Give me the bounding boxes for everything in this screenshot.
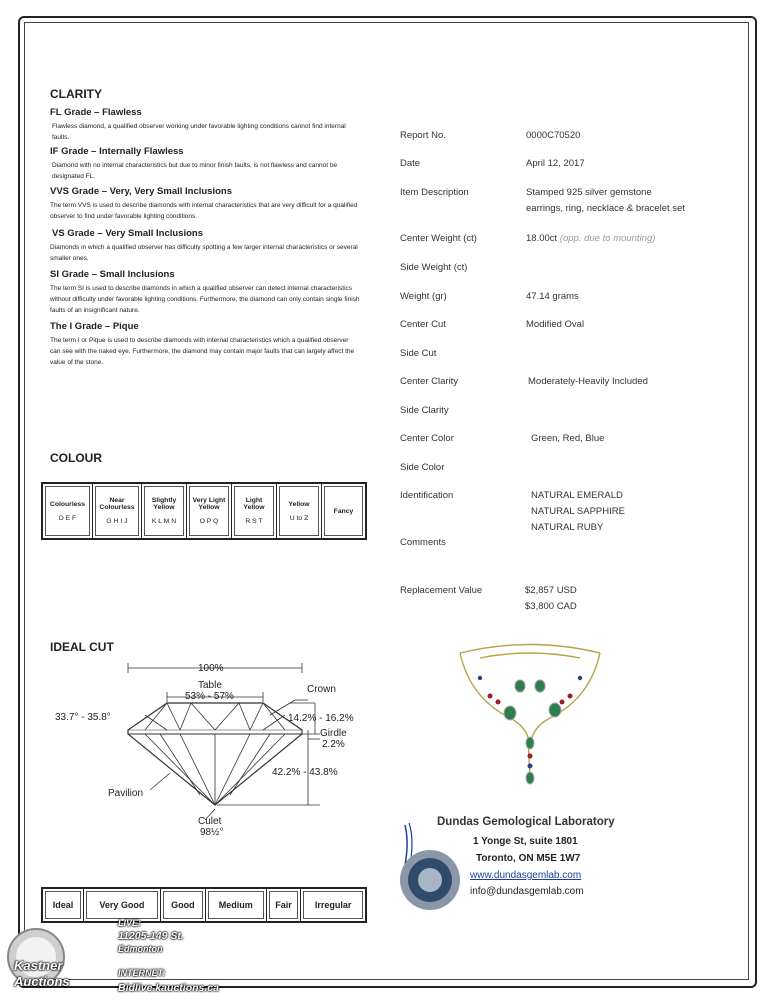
side-cut-label: Side Cut: [400, 348, 437, 359]
lab-address-1: 1 Yonge St, suite 1801: [473, 836, 578, 847]
pavilion-label: Pavilion: [108, 788, 144, 799]
kastner-logo-text: Kastner Auctions: [14, 958, 70, 989]
culet-label: Culet: [198, 816, 222, 827]
date-value: April 12, 2017: [526, 158, 585, 169]
center-weight-note: (opp. due to mounting): [559, 233, 656, 244]
colour-heading: COLOUR: [50, 451, 102, 465]
center-weight-label: Center Weight (ct): [400, 233, 477, 244]
grade-i-title: The I Grade – Pique: [50, 321, 139, 332]
clarity-heading: CLARITY: [50, 87, 102, 101]
colour-scale-table: [41, 482, 367, 540]
jewelry-set-photo: [450, 638, 610, 793]
lab-website-link[interactable]: www.dundasgemlab.com: [470, 870, 582, 881]
table-label: Table: [198, 680, 222, 691]
grade-vvs-desc: The term VVS is used to describe diamonds with internal characteristics that are very difficult for a qualified observer to find under favorable lighting conditions.: [50, 202, 358, 220]
center-color-value: Green, Red, Blue: [531, 433, 605, 444]
colour-col-very-light-yellow: Very Light Yellow O P Q: [187, 483, 232, 539]
pavilion-depth-label: 42.2% - 43.8%: [272, 767, 338, 778]
cut-grade-medium: Medium: [205, 888, 266, 922]
colour-col-fancy: Fancy: [322, 483, 367, 539]
colour-col-light-yellow: Light Yellow R S T: [232, 483, 277, 539]
cut-grade-good: Good: [160, 888, 205, 922]
identification-label: Identification: [400, 490, 454, 501]
lab-address-2: Toronto, ON M5E 1W7: [476, 853, 581, 864]
colour-col-colourless: Colourless D E F: [42, 483, 93, 539]
grade-si-title: SI Grade – Small Inclusions: [50, 269, 175, 280]
side-color-label: Side Color: [400, 462, 445, 473]
grade-fl-desc: Flawless diamond, a qualified observer working under favorable lighting conditions cannot find internal faults.: [52, 123, 346, 141]
grade-if-desc: Diamond with no internal characteristics but due to minor finish faults, is not flawless and cannot be designated FL.: [52, 162, 338, 180]
girdle-label: Girdle: [320, 728, 347, 739]
side-clarity-label: Side Clarity: [400, 405, 449, 416]
cut-grade-irregular: Irregular: [301, 888, 366, 922]
ideal-cut-heading: IDEAL CUT: [50, 640, 114, 654]
lab-name: Dundas Gemological Laboratory: [437, 816, 615, 828]
watermark-site: Bidlive.kauctions.ca: [118, 982, 219, 994]
cut-grade-table: [41, 887, 367, 923]
weight-gr-label: Weight (gr): [400, 291, 447, 302]
center-color-label: Center Color: [400, 433, 454, 444]
identification-value-3: NATURAL RUBY: [531, 522, 604, 533]
center-cut-value: Modified Oval: [526, 319, 585, 330]
item-description-value-line2: earrings, ring, necklace & bracelet set: [526, 203, 685, 214]
report-no-value: 0000C70520: [526, 130, 581, 141]
colour-col-slightly-yellow: Slightly Yellow K L M N: [142, 483, 187, 539]
item-description-value: Stamped 925 silver gemstone: [526, 187, 652, 198]
grade-vs-desc: Diamonds in which a qualified observer has difficulty spotting a few larger internal characteristics or several smaller ones.: [50, 244, 358, 262]
cut-grade-fair: Fair: [266, 888, 301, 922]
center-clarity-value: Moderately-Heavily Included: [528, 376, 648, 387]
grade-if-title: IF Grade – Internally Flawless: [50, 146, 184, 157]
item-description-label: Item Description: [400, 187, 469, 198]
grade-vvs-title: VVS Grade – Very, Very Small Inclusions: [50, 186, 232, 197]
identification-value-2: NATURAL SAPPHIRE: [531, 506, 625, 517]
lab-seal-hologram: [395, 815, 465, 915]
lab-email: info@dundasgemlab.com: [470, 886, 584, 897]
side-weight-label: Side Weight (ct): [400, 262, 468, 273]
center-clarity-label: Center Clarity: [400, 376, 459, 387]
grade-i-desc: The term I or Pique is used to describe diamonds with internal characteristics which a qualified observer can see with the naked eye. Furthermore, the diamond may contain major faults that can largely affect the value of the stone.: [50, 337, 355, 366]
crown-height-label: 14.2% - 16.2%: [288, 713, 354, 724]
grade-vs-title: VS Grade – Very Small Inclusions: [52, 228, 204, 239]
grade-fl-title: FL Grade – Flawless: [50, 107, 142, 118]
report-no-label: Report No.: [400, 130, 446, 141]
watermark-city: Edmonton: [118, 944, 163, 954]
identification-value-1: NATURAL EMERALD: [531, 490, 623, 501]
watermark-internet-label: INTERNET:: [118, 968, 166, 978]
grade-si-desc: The term SI is used to describe diamonds in which a qualified observer can detect internal characteristics without difficulty under favorable lighting conditions. Furthermore, the diamond can only contain single finish faults of an insignificant nature.: [50, 285, 360, 314]
crown-angle-label: 33.7° - 35.8°: [55, 712, 111, 723]
culet-value-label: 98½°: [200, 827, 224, 838]
center-cut-label: Center Cut: [400, 319, 446, 330]
date-label: Date: [400, 158, 421, 169]
total-width-label: 100%: [198, 663, 224, 674]
crown-label: Crown: [307, 684, 336, 695]
replacement-value-cad: $3,800 CAD: [525, 601, 577, 612]
cut-grade-ideal: Ideal: [42, 888, 83, 922]
replacement-value-label: Replacement Value: [400, 585, 483, 596]
colour-col-near-colourless: Near Colourless G H I J: [93, 483, 142, 539]
cut-grade-very-good: Very Good: [83, 888, 160, 922]
table-range-label: 53% - 57%: [185, 691, 234, 702]
girdle-pct-label: 2.2%: [322, 739, 345, 750]
watermark-live-label: LIVE:: [118, 918, 142, 928]
comments-label: Comments: [400, 537, 446, 548]
replacement-value-usd: $2,857 USD: [525, 585, 577, 596]
colour-col-yellow: Yellow U to Z: [277, 483, 322, 539]
watermark-address: 11205-149 St.: [118, 930, 184, 942]
weight-gr-value: 47.14 grams: [526, 291, 579, 302]
center-weight-value: 18.00ct: [526, 233, 558, 244]
